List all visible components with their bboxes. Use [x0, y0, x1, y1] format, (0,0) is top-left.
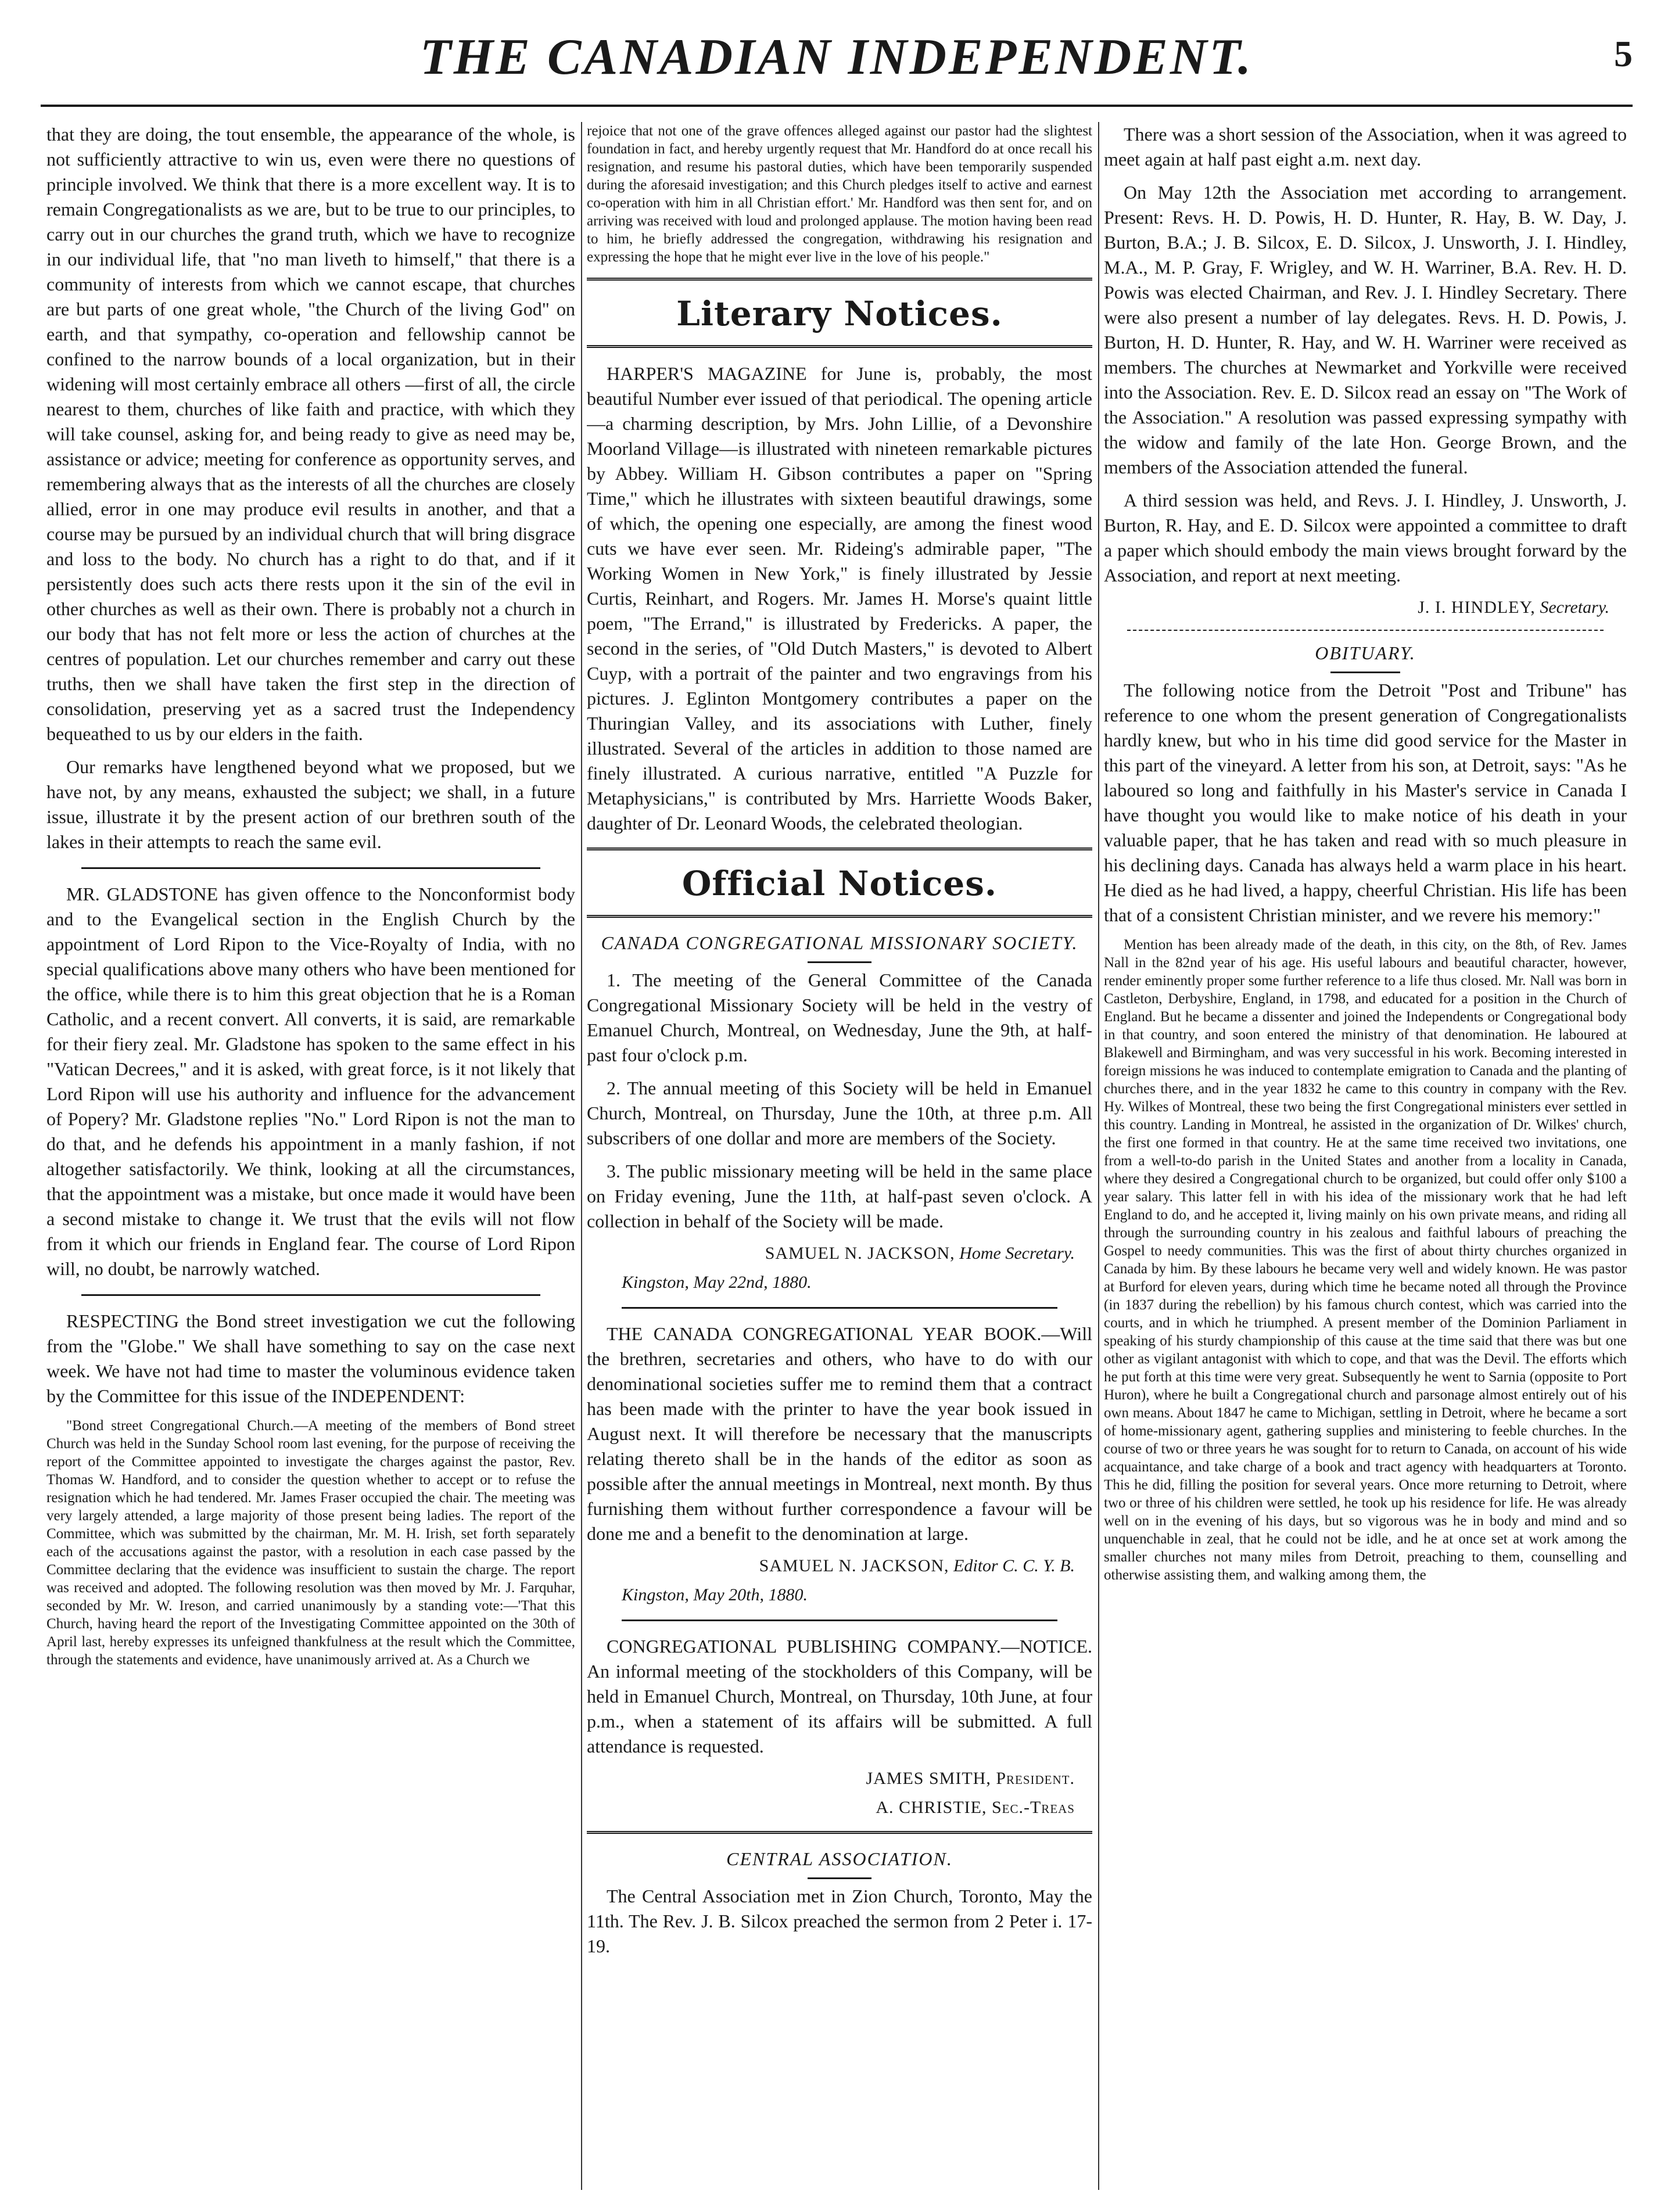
bond-street-intro: RESPECTING the Bond street investigation we cut the following from the "Globe." We shall have something to say on the case next week. We have not had time to master the voluminous evidence taken by the Committee for this issue of the INDEPENDENT: — [46, 1310, 575, 1406]
signature — [1104, 596, 1609, 619]
central-association-heading: CENTRAL ASSOCIATION. — [726, 1848, 953, 1869]
official-notices-heading: Official Notices. — [682, 864, 998, 903]
section-rule — [587, 345, 1092, 350]
section-rule — [587, 278, 1092, 282]
section-rule — [587, 1831, 1092, 1836]
short-rule — [808, 1877, 871, 1879]
column-3 — [1104, 122, 1627, 2190]
section-rule — [1127, 630, 1604, 631]
signature-place: Kingston, May 20th, 1880. — [622, 1585, 808, 1604]
short-rule — [1330, 672, 1400, 673]
signature-name: SAMUEL N. JACKSON, — [759, 1556, 949, 1575]
section-rule — [587, 848, 1092, 852]
signature-name: SAMUEL N. JACKSON, — [765, 1244, 955, 1263]
association-paragraph: A third session was held, and Revs. J. I. Hindley, J. Unsworth, J. Burton, R. Hay, and E. D. Silcox were appointed a committee to draft a paper which should embody the main views brought forward by the Association, and report at next meeting. — [1104, 490, 1627, 586]
page-header — [41, 17, 1633, 116]
signature-place: Kingston, May 22nd, 1880. — [622, 1273, 812, 1292]
column-divider — [581, 122, 582, 2190]
section-rule — [622, 1307, 1057, 1309]
article-paragraph: that they are doing, the tout ensemble, the appearance of the whole, is not sufficiently attractive to win us, even were there no questions of principle involved. We think that there is a more excellent way. It is to remain Congregationalists as we are, but to be true to our principles, to carry out in our churches the grand truth, which we have to recognize in our individual life, that "no man liveth to himself," that there is a community of interests from which we cannot escape, that churches are but parts of one great whole, "the Church of the living God" on earth, and that sympathy, co-operation and fellowship cannot be confined to the narrow bounds of a local organization, but in their widening will most certainly embrace all others —first of all, the circle nearest to them, churches of like faith and practice, with which they will take counsel, asking for, and being ready to give as need may be, assistance or advice; meeting for conference as opportunity serves, and remembering always that as the interests of all the churches are closely allied, error in one may produce evil results in another, and that a course may be pursued by an individual church that will bring disgrace and loss to the body. No church has a right to do that, and if it persistently does such acts there rests upon it the sin of the evil in other churches as well as their own. There is probably not a church in our body that has not felt more or less the action of churches at the centres of population. Let our churches remember and carry out these truths, then we shall have taken the first step in the direction of consolidation, preserving yet as a sacred trust the Independency bequeathed to us by our elders in the faith. — [46, 124, 575, 744]
newspaper-title: THE CANADIAN INDEPENDENT. — [419, 29, 1254, 85]
section-rule — [81, 867, 540, 869]
globe-quotation-continued: rejoice that not one of the grave offences alleged against our pastor had the slightest foundation in fact, and hereby urgently request that Mr. Handford do at once recall his resignation, and resume his pastoral duties, which have been temporarily suspended during the aforesaid investigation; and this Church pledges itself to active and earnest co-operation with him in all Christian effort.' Mr. Handford was then sent for, and on arriving was received with loud and prolonged applause. The motion having been read to him, he briefly addressed the congregation, withdrawing his resignation and expressing the hope that he might ever live in the love of his people." — [587, 123, 1092, 265]
column-1 — [46, 122, 575, 2190]
notice-item: 2. The annual meeting of this Society will be held in Emanuel Church, Montreal, on Thursday, June the 10th, at three p.m. All subscribers of one dollar and more are members of the Society. — [587, 1078, 1092, 1148]
header-rule — [41, 105, 1633, 107]
signature — [587, 1242, 1075, 1265]
association-paragraph: On May 12th the Association met according to arrangement. Present: Revs. H. D. Powis, H. D. Hunter, R. Hay, B. W. Day, J. Burton, B.A.; J. B. Silcox, E. D. Silcox, J. Unsworth, J. I. Hindley, M.A., M. P. Gray, F. Wrigley, and W. H. Warriner, B.A. Rev. H. D. Powis was elected Chairman, and Rev. J. I. Hindley Secretary. There were also present a number of lay delegates. Revs. H. D. Powis, J. Burton, H. D. Hunter, R. Hay, and W. H. Warriner were received as members. The churches at Newmarket and Yorkville were received into the Association. Rev. E. D. Silcox read an essay on "The Work of the Association." A resolution was passed expressing sympathy with the widow and family of the late Hon. George Brown, and the members of the Association attended the funeral. — [1104, 182, 1627, 477]
signature-line: JAMES SMITH, President. — [866, 1769, 1075, 1788]
obituary-heading: OBITUARY. — [1315, 642, 1416, 663]
signature-name: J. I. HINDLEY, — [1418, 598, 1536, 617]
globe-quotation: "Bond street Congregational Church.—A meeting of the members of Bond street Church was held in the Sunday School room last evening, for the purpose of receiving the report of the Committee appointed to investigate the charges against the pastor, Rev. Thomas W. Handford, and to consider the question whether to accept or to refuse the resignation which he had tendered. Mr. James Fraser occupied the chair. The meeting was very largely attended, a large majority of those present being ladies. The report of the Committee, which was submitted by the chairman, Mr. M. H. Irish, set forth separately each of the accusations against the pastor, with a resolution in each case passed by the Committee declaring that the evidence was insufficient to sustain the charge. The report was received and adopted. The following resolution was then moved by Mr. J. Farquhar, seconded by Mr. W. Ireson, and carried unanimously by a standing vote:—'That this Church, having heard the report of the Investigating Committee appointed on the 30th of April last, hereby expresses its unfeigned thankfulness at the result which the Committee, through the statements and evidence, have unanimously arrived at. As a Church we — [46, 1418, 575, 1668]
signature-role: Home Secretary. — [959, 1244, 1075, 1263]
signature-line: A. CHRISTIE, Sec.-Treas — [876, 1798, 1075, 1817]
signature — [587, 1554, 1075, 1578]
missionary-society-heading: CANADA CONGREGATIONAL MISSIONARY SOCIETY. — [601, 932, 1078, 953]
year-book-notice: THE CANADA CONGREGATIONAL YEAR BOOK.—Will the brethren, secretaries and others, who have to do with our denominational societies suffer me to remind them that a contract has been made with the printer to have the year book issued in August next. It will therefore be necessary that the manuscripts relating thereto shall be in the hands of the editor as soon as possible after the annual meetings in Montreal, next month. By thus furnishing them without further correspondence a favour will be done me and a benefit to the denomination at large. — [587, 1323, 1092, 1544]
obituary-notice: Mention has been already made of the death, in this city, on the 8th, of Rev. James Nall in the 82nd year of his age. His useful labours and beautiful character, however, render eminently proper some further reference to a life thus closed. Mr. Nall was born in Castleton, Derbyshire, England, in 1798, and educated for a position in the Church of England. But he became a dissenter and joined the Independents or Congregational body in that country, and soon entered the ministry of that denomination. He laboured at Blakewell and Birmingham, and was very successful in his work. Becoming interested in foreign missions he was induced to contemplate emigration to Canada and the planting of churches there, and in the year 1832 he came to this country in company with the Rev. Hy. Wilkes of Montreal, these two being the first Congregational ministers ever settled in this country. Landing in Montreal, he assisted in the organization of Dr. Wilkes' church, the first one formed in that country. He at the same time received two invitations, one from a well-to-do parish in the United States and another from a locality in Canada, where they desired a Congregational church to be organized, but could offer only $100 a year salary. This latter fell in with his idea of the missionary work that he had left England to do, and he accepted it, living mainly on his own private means, and riding all through the surrounding country in his zealous and faithful labours of preaching the Gospel to needy communities. This was the first of about thirty churches organized in Canada by him. By these labours he became very well and widely known. He was pastor at Burford for eleven years, during which time he became noted all through the Province (in 1837 during the rebellion) by his famous church contest, which was carried into the courts, and in which he triumphed. A present member of the Dominion Parliament in speaking of his sturdy championship of this cause at the time said that there was but one other as vigilant antagonist with which to cope, and that was the Devil. The efforts which he put forth at this time were very great. Subsequently he went to Sarnia (opposite to Port Huron), where he built a Congregational church and parsonage almost entirely out of his own means. About 1847 he came to Michigan, settling in Detroit, where he became a sort of home-missionary agent, gathering supplies and ministering to feeble churches. In the course of two or three years he was sought for to return to Canada, on account of his wide acquaintance, and take charge of a book and tract agency with headquarters at Toronto. This he did, filling the position for several years. Once more returning to Detroit, where two or three of his children were settled, he took up his residence for life. He was already well on in the evening of his days, but so vigorous was he in body and mind and so unquenchable in zeal, that he could not be idle, and he at once set at work among the smaller churches not many miles from Detroit, preaching to them, counselling and otherwise assisting them, and walking among them, the — [1104, 937, 1627, 1583]
column-2 — [587, 122, 1092, 2190]
section-rule — [587, 915, 1092, 920]
literary-notices-heading: Literary Notices. — [676, 294, 1003, 333]
harpers-notice: HARPER'S MAGAZINE for June is, probably, the most beautiful Number ever issued of that periodical. The opening article—a charming description, by Mrs. John Lillie, of a Devonshire Moorland Village—is illustrated with nineteen remarkable pictures by Abbey. William H. Gibson contributes a paper on "Spring Time," which he illustrates with sixteen beautiful drawings, some of which, the opening one especially, are among the finest wood cuts we have ever seen. Mr. Rideing's admirable paper, "The Working Women in New York," is finely illustrated by Jessie Curtis, Reinhart, and Rogers. Mr. James H. Morse's quaint little poem, "The Errand," is illustrated by Fredericks. A paper, the second in the series, of "Old Dutch Masters," is devoted to Albert Cuyp, with a portrait of the painter and two engravings from his pictures. J. Eglinton Montgomery contributes a paper on the Thuringian Valley, and its associations with Luther, finely illustrated. Several of the articles in addition to those named are finely illustrated. A curious narrative, entitled "A Puzzle for Metaphysicians," is contributed by Mrs. Harriette Woods Baker, daughter of Dr. Leonard Woods, the celebrated theologian. — [587, 363, 1092, 834]
obituary-intro: The following notice from the Detroit "Post and Tribune" has reference to one whom the present generation of Congregationalists hardly knew, but who in his time did good service for the Master in this part of the vineyard. A letter from his son, at Detroit, says: "As he laboured so long and faithfully in his Master's service in Canada I have thought you would like to make notice of his death in your valuable paper, that he has taken and read with so much pleasure in his declining days. Canada has always held a warm place in his heart. He died as he had lived, a happy, cheerful Christian. His life has been that of a consistent Christian minister, and we revere his memory:" — [1104, 680, 1627, 925]
notice-item: 1. The meeting of the General Committee of the Canada Congregational Missionary Society will be held in the vestry of Emanuel Church, Montreal, on Wednesday, June the 9th, at half-past four o'clock p.m. — [587, 969, 1092, 1065]
column-divider — [1098, 122, 1099, 2190]
page-number: 5 — [1614, 33, 1633, 74]
central-association-paragraph: The Central Association met in Zion Church, Toronto, May the 11th. The Rev. J. B. Silcox preached the sermon from 2 Peter i. 17-19. — [587, 1886, 1092, 1956]
association-paragraph: There was a short session of the Association, when it was agreed to meet again at half past eight a.m. next day. — [1104, 124, 1627, 170]
gladstone-paragraph: MR. GLADSTONE has given offence to the Nonconformist body and to the Evangelical section in the English Church by the appointment of Lord Ripon to the Vice-Royalty of India, with no special qualifications above many others who have been mentioned for the office, while there is to him this great objection that he is a Roman Catholic, and a recent convert. All converts, it is said, are remarkable for their fiery zeal. Mr. Gladstone has spoken to the same effect in his "Vatican Decrees," and it is asked, with great force, is it not likely that Lord Ripon will use his authority and influence for the advancement of Popery? Mr. Gladstone replies "No." Lord Ripon is not the man to do that, and he defends his appointment in a manly fashion, if not altogether satisfactorily. We think, looking at all the circumstances, that the appointment was a mistake, but once made it would have been a second mistake to change it. We trust that the evils will not flow from it which our friends in England fear. The course of Lord Ripon will, no doubt, be narrowly watched. — [46, 884, 575, 1279]
publishing-company-notice: CONGREGATIONAL PUBLISHING COMPANY.—NOTICE. An informal meeting of the stockholders of this Company, will be held in Emanuel Church, Montreal, on Thursday, 10th June, at four p.m., when a statement of its affairs will be submitted. A full attendance is requested. — [587, 1636, 1092, 1757]
section-rule — [622, 1620, 1057, 1621]
signature-role: Editor C. C. Y. B. — [953, 1556, 1075, 1575]
notice-item: 3. The public missionary meeting will be held in the same place on Friday evening, June the 11th, at half-past seven o'clock. A collection in behalf of the Society will be made. — [587, 1161, 1092, 1231]
signature-role: Secretary. — [1540, 598, 1609, 617]
article-paragraph: Our remarks have lengthened beyond what we proposed, but we have not, by any means, exhausted the subject; we shall, in a future issue, illustrate it by the present action of our brethren south of the lakes in their attempts to reach the same evil. — [46, 756, 575, 852]
short-rule — [808, 961, 871, 963]
section-rule — [81, 1294, 540, 1296]
